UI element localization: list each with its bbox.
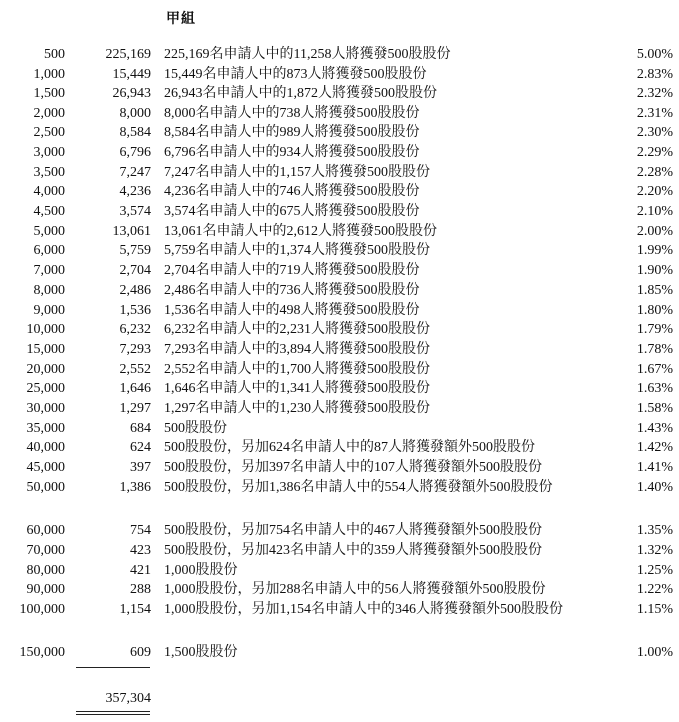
allocation-basis: 1,000股股份，另加288名申請人中的56人將獲發額外500股股份: [164, 582, 546, 597]
valid-applications: 8,000: [119, 106, 151, 121]
valid-applications: 609: [130, 645, 151, 660]
allocation-basis: 500股股份，另加397名申請人中的107人將獲發額外500股股份: [164, 460, 542, 475]
valid-applications: 5,759: [119, 243, 151, 258]
allocation-basis: 8,000名申請人中的738人將獲發500股股份: [164, 106, 420, 121]
allocation-percentage: 1.42%: [636, 440, 673, 455]
table-row: [0, 542, 679, 560]
valid-applications: 13,061: [112, 224, 151, 239]
allocation-percentage: 1.32%: [636, 543, 673, 558]
table-row: [0, 262, 679, 280]
table-row: [0, 601, 679, 639]
allocation-percentage: 2.00%: [636, 224, 673, 239]
table-row: [0, 242, 679, 260]
allocation-percentage: 2.29%: [636, 145, 673, 160]
allocation-basis: 1,536名申請人中的498人將獲發500股股份: [164, 303, 420, 318]
shares-applied: 100,000: [19, 602, 65, 617]
valid-applications: 3,574: [119, 204, 151, 219]
shares-applied: 80,000: [26, 563, 65, 578]
table-row: [0, 479, 679, 517]
allocation-percentage: 2.28%: [636, 165, 673, 180]
allocation-percentage: 1.78%: [636, 342, 673, 357]
table-row: [0, 341, 679, 359]
shares-applied: 3,000: [33, 145, 65, 160]
shares-applied: 70,000: [26, 543, 65, 558]
shares-applied: 4,500: [33, 204, 65, 219]
allocation-percentage: 1.63%: [636, 381, 673, 396]
allocation-percentage: 1.90%: [636, 263, 673, 278]
valid-applications: 2,552: [119, 362, 151, 377]
shares-applied: 45,000: [26, 460, 65, 475]
table-row: [0, 46, 679, 64]
valid-applications: 8,584: [119, 125, 151, 140]
allocation-basis: 1,646名申請人中的1,341人將獲發500股股份: [164, 381, 430, 396]
table-row: [0, 361, 679, 379]
valid-applications: 26,943: [112, 86, 151, 101]
table-row: [0, 321, 679, 339]
shares-applied: 35,000: [26, 421, 65, 436]
table-row: [0, 400, 679, 418]
allocation-percentage: 1.67%: [636, 362, 673, 377]
table-row: [0, 380, 679, 398]
table-row: [0, 522, 679, 540]
shares-applied: 5,000: [33, 224, 65, 239]
shares-applied: 40,000: [26, 440, 65, 455]
allocation-percentage: 1.85%: [636, 283, 673, 298]
allocation-basis: 26,943名申請人中的1,872人將獲發500股股份: [164, 86, 437, 101]
valid-applications: 1,536: [119, 303, 151, 318]
allocation-percentage: 2.20%: [636, 184, 673, 199]
allocation-percentage: 1.15%: [636, 602, 673, 617]
allocation-basis: 1,297名申請人中的1,230人將獲發500股股份: [164, 401, 430, 416]
allocation-basis: 5,759名申請人中的1,374人將獲發500股股份: [164, 243, 430, 258]
allocation-percentage: 1.80%: [636, 303, 673, 318]
table-row: [0, 644, 679, 662]
valid-applications: 423: [130, 543, 151, 558]
allocation-basis: 6,232名申請人中的2,231人將獲發500股股份: [164, 322, 430, 337]
shares-applied: 2,000: [33, 106, 65, 121]
valid-applications: 6,796: [119, 145, 151, 160]
shares-applied: 1,000: [33, 67, 65, 82]
allocation-basis: 500股股份，另加423名申請人中的359人將獲發額外500股股份: [164, 543, 542, 558]
shares-applied: 60,000: [26, 523, 65, 538]
shares-applied: 4,000: [33, 184, 65, 199]
allocation-percentage: 2.30%: [636, 125, 673, 140]
pool-heading: 甲組: [166, 11, 196, 27]
shares-applied: 3,500: [33, 165, 65, 180]
table-row: [0, 420, 679, 438]
table-row: [0, 439, 679, 457]
valid-applications: 4,236: [119, 184, 151, 199]
valid-applications: 7,247: [119, 165, 151, 180]
shares-applied: 500: [44, 47, 65, 62]
shares-applied: 15,000: [26, 342, 65, 357]
allocation-percentage: 1.00%: [636, 645, 673, 660]
valid-applications: 421: [130, 563, 151, 578]
table-row: [0, 223, 679, 241]
allocation-percentage: 1.25%: [636, 563, 673, 578]
valid-applications: 754: [130, 523, 151, 538]
valid-applications: 225,169: [105, 47, 151, 62]
allocation-basis: 500股股份，另加1,386名申請人中的554人將獲發額外500股股份: [164, 480, 553, 495]
valid-applications: 1,154: [119, 602, 151, 617]
shares-applied: 8,000: [33, 283, 65, 298]
table-row: [0, 164, 679, 182]
allocation-percentage: 2.32%: [636, 86, 673, 101]
valid-applications: 1,386: [119, 480, 151, 495]
shares-applied: 90,000: [26, 582, 65, 597]
allocation-basis: 8,584名申請人中的989人將獲發500股股份: [164, 125, 420, 140]
valid-applications: 397: [130, 460, 151, 475]
allocation-percentage: 1.40%: [636, 480, 673, 495]
allocation-basis: 13,061名申請人中的2,612人將獲發500股股份: [164, 224, 437, 239]
allocation-percentage: 1.41%: [636, 460, 673, 475]
allocation-percentage: 1.79%: [636, 322, 673, 337]
allocation-percentage: 1.22%: [636, 582, 673, 597]
allocation-percentage: 1.43%: [636, 421, 673, 436]
valid-applications: 1,297: [119, 401, 151, 416]
table-row: [0, 124, 679, 142]
shares-applied: 6,000: [33, 243, 65, 258]
shares-applied: 9,000: [33, 303, 65, 318]
allocation-basis: 3,574名申請人中的675人將獲發500股股份: [164, 204, 420, 219]
shares-applied: 2,500: [33, 125, 65, 140]
table-row: [0, 282, 679, 300]
allocation-basis: 6,796名申請人中的934人將獲發500股股份: [164, 145, 420, 160]
table-row: [0, 302, 679, 320]
table-row: [0, 144, 679, 162]
allocation-basis: 1,000股股份: [164, 563, 238, 578]
allocation-percentage: 5.00%: [636, 47, 673, 62]
allocation-basis: 7,293名申請人中的3,894人將獲發500股股份: [164, 342, 430, 357]
allocation-basis: 4,236名申請人中的746人將獲發500股股份: [164, 184, 420, 199]
table-row: [0, 562, 679, 580]
total-double-rule-top: [76, 711, 150, 712]
valid-applications: 2,704: [119, 263, 151, 278]
allocation-basis: 500股股份，另加754名申請人中的467人將獲發額外500股股份: [164, 523, 542, 538]
shares-applied: 150,000: [19, 645, 65, 660]
table-row: [0, 85, 679, 103]
allocation-percentage: 2.31%: [636, 106, 673, 121]
allocation-basis: 2,552名申請人中的1,700人將獲發500股股份: [164, 362, 430, 377]
shares-applied: 30,000: [26, 401, 65, 416]
table-row: [0, 183, 679, 201]
shares-applied: 25,000: [26, 381, 65, 396]
valid-applications: 684: [130, 421, 151, 436]
table-row: [0, 66, 679, 84]
allocation-basis: 2,704名申請人中的719人將獲發500股股份: [164, 263, 420, 278]
valid-applications: 2,486: [119, 283, 151, 298]
shares-applied: 10,000: [26, 322, 65, 337]
shares-applied: 20,000: [26, 362, 65, 377]
allocation-basis: 500股股份，另加624名申請人中的87人將獲發額外500股股份: [164, 440, 535, 455]
shares-applied: 7,000: [33, 263, 65, 278]
allocation-percentage: 2.10%: [636, 204, 673, 219]
subtotal-rule: [76, 667, 150, 668]
allocation-basis: 1,000股股份，另加1,154名申請人中的346人將獲發額外500股股份: [164, 602, 563, 617]
table-row: [0, 459, 679, 477]
valid-applications: 624: [130, 440, 151, 455]
table-row: [0, 105, 679, 123]
allocation-basis: 2,486名申請人中的736人將獲發500股股份: [164, 283, 420, 298]
valid-applications: 6,232: [119, 322, 151, 337]
valid-applications: 15,449: [112, 67, 151, 82]
table-row: [0, 203, 679, 221]
allocation-basis: 7,247名申請人中的1,157人將獲發500股股份: [164, 165, 430, 180]
allocation-basis: 1,500股股份: [164, 645, 238, 660]
shares-applied: 1,500: [33, 86, 65, 101]
table-row: [0, 581, 679, 599]
valid-applications: 288: [130, 582, 151, 597]
allocation-percentage: 1.99%: [636, 243, 673, 258]
allocation-basis: 15,449名申請人中的873人將獲發500股股份: [164, 67, 427, 82]
allocation-basis: 500股股份: [164, 421, 227, 436]
allocation-percentage: 1.58%: [636, 401, 673, 416]
allocation-basis: 225,169名申請人中的11,258人將獲發500股股份: [164, 47, 451, 62]
shares-applied: 50,000: [26, 480, 65, 495]
allocation-percentage: 1.35%: [636, 523, 673, 538]
valid-applications: 7,293: [119, 342, 151, 357]
total-double-rule-bottom: [76, 714, 150, 715]
allocation-percentage: 2.83%: [636, 67, 673, 82]
total-applications: 357,304: [105, 691, 151, 706]
valid-applications: 1,646: [119, 381, 151, 396]
